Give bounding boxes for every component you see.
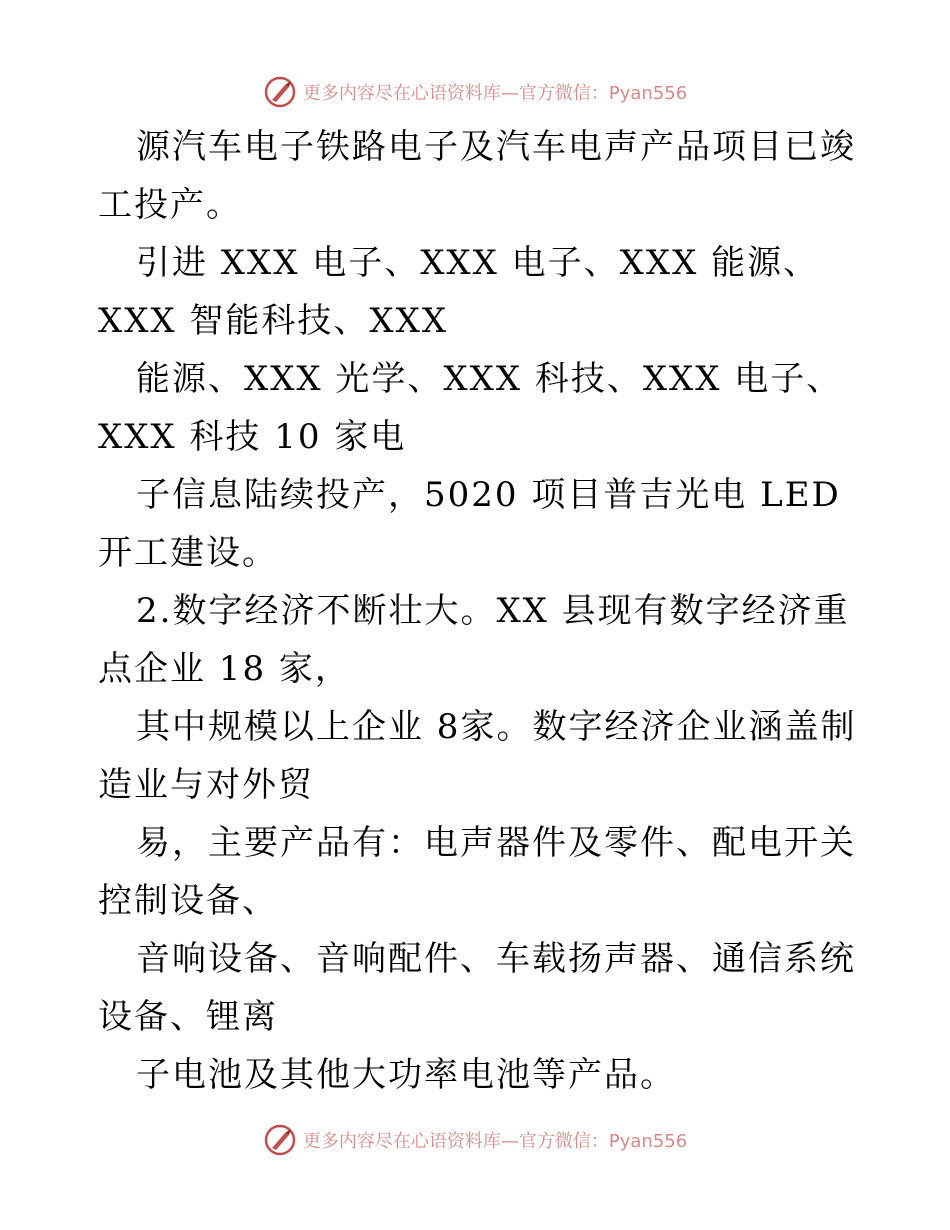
quill-pen-logo-icon [263,75,297,109]
paragraph: 引进 XXX 电子、XXX 电子、XXX 能源、XXX 智能科技、XXX [98,243,820,341]
paragraph: 子信息陆续投产，5020 项目普吉光电 LED 开工建设。 [98,475,841,573]
document-body [98,118,858,1104]
paragraph: 源汽车电子铁路电子及汽车电声产品项目已竣工投产。 [98,127,856,225]
paragraph: 子电池及其他大功率电池等产品。 [136,1055,676,1095]
watermark-text: 更多内容尽在心语资料库—官方微信：Pyan556 [302,83,688,104]
paragraph: 易，主要产品有：电声器件及零件、配电开关控制设备、 [98,823,856,921]
paragraph: 其中规模以上企业 8家。数字经济企业涵盖制造业与对外贸 [98,707,857,805]
quill-pen-logo-icon [263,1123,297,1157]
watermark-text: 更多内容尽在心语资料库—官方微信：Pyan556 [302,1131,688,1152]
paragraph: 能源、XXX 光学、XXX 科技、XXX 电子、XXX 科技 10 家电 [98,359,843,457]
paragraph: 2.数字经济不断壮大。XX 县现有数字经济重点企业 18 家， [98,591,850,689]
footer-watermark [0,1120,950,1160]
header-watermark [0,72,950,112]
paragraph: 音响设备、音响配件、车载扬声器、通信系统设备、锂离 [98,939,856,1037]
